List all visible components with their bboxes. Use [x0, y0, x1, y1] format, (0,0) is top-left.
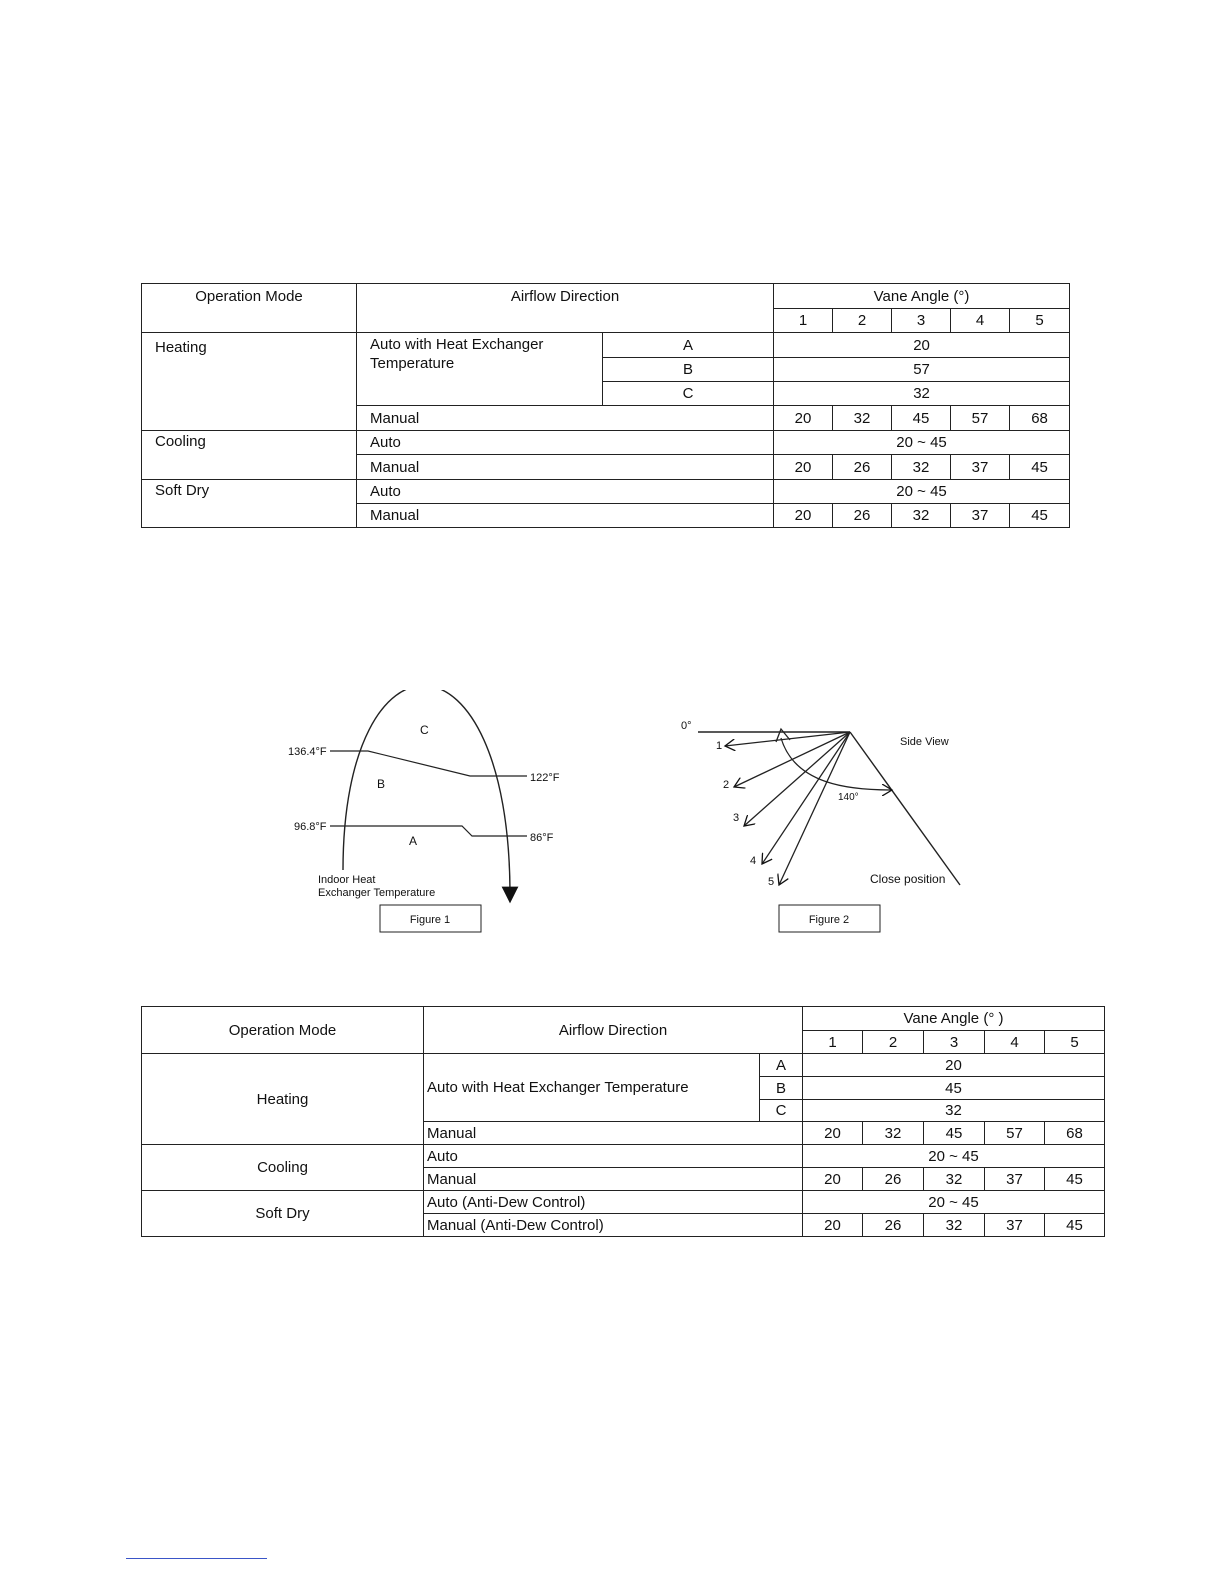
position-2-label: 2 [723, 779, 730, 791]
softdry-auto-label: Auto (Anti-Dew Control) [424, 1191, 803, 1214]
mode-heating: Heating [142, 1054, 424, 1145]
heating-auto-label: Auto with Heat Exchanger Temperature [357, 333, 603, 406]
manual-angle: 37 [951, 504, 1010, 528]
header-vane-angle: Vane Angle (°) [774, 284, 1070, 309]
cooling-auto-label: Auto [424, 1145, 803, 1168]
figure-1-temperature-zones [280, 690, 580, 940]
position-4-label: 4 [750, 855, 757, 867]
position-header: 5 [1045, 1031, 1105, 1054]
manual-angle: 32 [924, 1214, 985, 1237]
lower-threshold-line [330, 826, 527, 836]
vane-angle-table-2 [141, 1006, 1105, 1237]
temperature-curve [343, 690, 510, 895]
zone-angle: 20 [774, 333, 1070, 358]
position-header: 5 [1010, 309, 1070, 333]
manual-angle: 32 [833, 406, 892, 431]
position-header: 3 [892, 309, 951, 333]
zone-a-label: A [409, 834, 418, 848]
zone-label: C [760, 1100, 803, 1122]
upper-threshold-line [330, 751, 527, 776]
position-header: 1 [774, 309, 833, 333]
manual-angle: 45 [892, 406, 951, 431]
angle-arc-arrow [781, 738, 892, 790]
manual-angle: 20 [774, 455, 833, 480]
mode-heating: Heating [142, 333, 357, 431]
manual-angle: 45 [1010, 455, 1070, 480]
softdry-auto-range: 20 ~ 45 [774, 480, 1070, 504]
zone-label: B [603, 358, 774, 382]
zone-angle: 20 [803, 1054, 1105, 1077]
manual-angle: 37 [985, 1214, 1045, 1237]
zone-label: A [760, 1054, 803, 1077]
cooling-manual-label: Manual [357, 455, 774, 480]
softdry-auto-range: 20 ~ 45 [803, 1191, 1105, 1214]
vane-position-1-arrow [725, 732, 850, 746]
header-vane-angle: Vane Angle (° ) [803, 1007, 1105, 1031]
manual-angle: 20 [803, 1214, 863, 1237]
manual-angle: 68 [1010, 406, 1070, 431]
zero-degree-label: 0° [681, 720, 692, 732]
vane-angle-table-1 [141, 283, 1070, 528]
zone-label: A [603, 333, 774, 358]
zone-c-label: C [420, 723, 429, 737]
figure-2-vane-positions [670, 705, 975, 940]
softdry-manual-label: Manual (Anti-Dew Control) [424, 1214, 803, 1237]
position-header: 2 [863, 1031, 924, 1054]
zone-angle: 57 [774, 358, 1070, 382]
manual-angle: 37 [985, 1168, 1045, 1191]
manual-angle: 26 [833, 455, 892, 480]
temp-136-label: 136.4°F [288, 746, 327, 758]
manual-angle: 57 [985, 1122, 1045, 1145]
manual-angle: 45 [1045, 1214, 1105, 1237]
header-operation-mode: Operation Mode [142, 284, 357, 333]
manual-angle: 37 [951, 455, 1010, 480]
manual-angle: 32 [892, 455, 951, 480]
footer-divider [126, 1558, 267, 1559]
position-header: 2 [833, 309, 892, 333]
manual-angle: 26 [863, 1214, 924, 1237]
axis-label-line1: Indoor Heat [318, 874, 376, 886]
mode-cooling: Cooling [142, 1145, 424, 1191]
zone-label: B [760, 1077, 803, 1100]
manual-angle: 45 [924, 1122, 985, 1145]
zone-angle: 32 [774, 382, 1070, 406]
side-view-label: Side View [900, 736, 949, 748]
manual-angle: 32 [863, 1122, 924, 1145]
position-header: 4 [985, 1031, 1045, 1054]
manual-angle: 32 [892, 504, 951, 528]
header-airflow-direction: Airflow Direction [424, 1007, 803, 1054]
cooling-auto-range: 20 ~ 45 [774, 431, 1070, 455]
manual-angle: 26 [863, 1168, 924, 1191]
cooling-auto-range: 20 ~ 45 [803, 1145, 1105, 1168]
angle-140-label: 140° [838, 792, 859, 803]
heating-manual-label: Manual [357, 406, 774, 431]
manual-angle: 45 [1045, 1168, 1105, 1191]
softdry-auto-label: Auto [357, 480, 774, 504]
close-position-label: Close position [870, 872, 946, 886]
cooling-auto-label: Auto [357, 431, 774, 455]
zone-label: C [603, 382, 774, 406]
header-operation-mode: Operation Mode [142, 1007, 424, 1054]
manual-angle: 57 [951, 406, 1010, 431]
close-position-line [850, 732, 960, 885]
mode-soft-dry: Soft Dry [142, 480, 357, 528]
header-airflow-direction: Airflow Direction [357, 284, 774, 333]
manual-angle: 20 [774, 504, 833, 528]
temp-122-label: 122°F [530, 772, 560, 784]
manual-angle: 68 [1045, 1122, 1105, 1145]
position-header: 4 [951, 309, 1010, 333]
position-3-label: 3 [733, 812, 740, 824]
heating-manual-label: Manual [424, 1122, 803, 1145]
manual-angle: 20 [774, 406, 833, 431]
position-header: 1 [803, 1031, 863, 1054]
axis-label-line2: Exchanger Temperature [318, 887, 436, 899]
position-header: 3 [924, 1031, 985, 1054]
zone-angle: 32 [803, 1100, 1105, 1122]
cooling-manual-label: Manual [424, 1168, 803, 1191]
temp-86-label: 86°F [530, 832, 554, 844]
figure-2-caption: Figure 2 [808, 914, 850, 926]
heating-auto-label: Auto with Heat Exchanger Temperature [424, 1054, 760, 1122]
manual-angle: 20 [803, 1168, 863, 1191]
position-5-label: 5 [768, 876, 775, 888]
position-1-label: 1 [716, 740, 723, 752]
zone-b-label: B [377, 777, 386, 791]
manual-angle: 20 [803, 1122, 863, 1145]
manual-angle: 26 [833, 504, 892, 528]
zone-angle: 45 [803, 1077, 1105, 1100]
manual-angle: 45 [1010, 504, 1070, 528]
softdry-manual-label: Manual [357, 504, 774, 528]
manual-angle: 32 [924, 1168, 985, 1191]
mode-cooling: Cooling [142, 431, 357, 480]
mode-soft-dry: Soft Dry [142, 1191, 424, 1237]
figure-1-caption: Figure 1 [409, 914, 451, 926]
temp-96-label: 96.8°F [294, 821, 327, 833]
